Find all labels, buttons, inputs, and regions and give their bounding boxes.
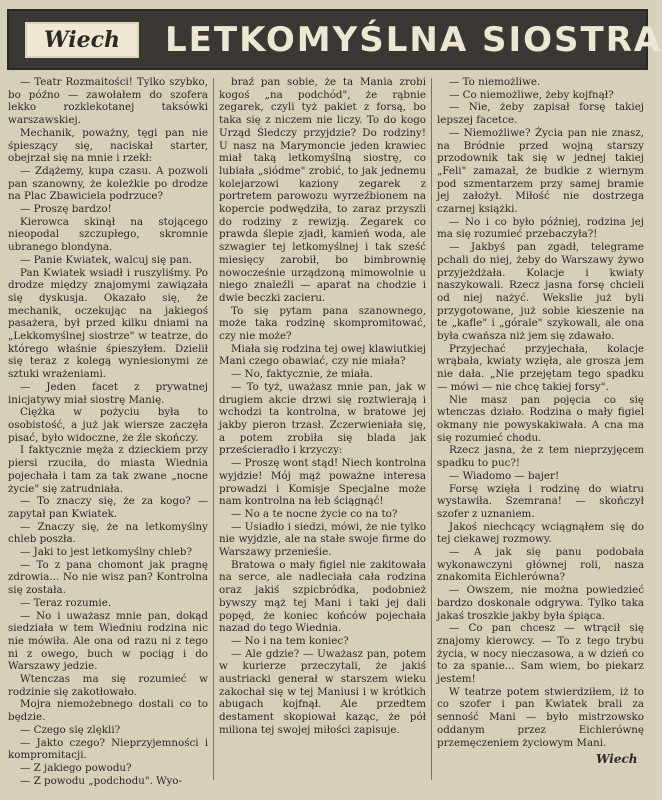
article-paragraph: — Czego się zlękli? [20, 723, 121, 736]
article-paragraph: — Co pan chcesz — wtrącił się znajomy kierowcy. — To z tego trybu życia, w nocy nieczasowa, a w dzień co to za spanie... Sam wiem, bo piekarz jestem! [437, 622, 644, 686]
article-paragraph: braź pan sobie, że ta Mania zrobi kogoś „na podchód", że rąbnie zegarek, czyli tyż pakiet z forsą, bo taka się z niczem nie liczy. To do kogo Urząd Śledczy przyjdzie? Do rodziny! U nasz na Marymoncie jeden krawiec miał taką letkomyślną siostrę, co lubiała „siódme" zrobić, to jak jednemu kolejarzowi kaziony zegarek z portretem parowozu wyrzeźbionem na kopercie podwędziła, to zaraz przyszli do rodziny z rewizją. Zegarek co prawda ślepie zjadł, kamień woda, ale szwagier tej letkomyślnej i tak sześć miesięcy zarobił, bo bimbrownię nowocześnie urządzoną mimowolnie u niego znaleźli — aparat na chodzie i dwie beczki zacieru. [219, 76, 426, 304]
article-paragraph: — Jakbyś pan zgadł, telegrame pchali do niej, żeby do Warszawy żywo przyjeżdżała. Kolacje i kwiaty naszykowali. Rzecz jasna forsę chcieli od niej nażyć. Wekslie już byli przygotowane, już sobie kieszenie na te „kafle" i „górale" szykowali, ale ona była cwańsza niż jem się zdawało. [437, 241, 644, 343]
column-divider [431, 78, 432, 780]
article-paragraph: — Z jakiego powodu? [20, 761, 132, 774]
author-signature: Wiech [596, 752, 638, 766]
article-paragraph: — To z pana chomont jak pragnę zdrowia... No nie wisz pan? Kontrolna się została. [8, 558, 208, 597]
column-name: Wiech [43, 27, 121, 53]
article-paragraph: — Jakto czego? Nieprzyjemności i kompromitacji. [8, 736, 208, 762]
article-paragraph: — Nie, żeby zapisał forsę takiej lepszej facetce. [437, 101, 644, 127]
article-paragraph: Wtenczas ma się rozumieć w rodzinie się zakotłowało. [8, 673, 208, 698]
article-paragraph: — Owszem, nie można powiedzieć bardzo doskonale odgrywa. Tylko taka jakaś troszkie jakby była śpiąca. [437, 584, 644, 622]
article-paragraph: I faktycznie męża z dzieckiem przy piersi rzuciła, do miasta Wiednia pojechała i tam za tak zwane „nocne życie" się zatrudniała. [8, 444, 208, 495]
article-paragraph: Bratowa o mały figiel nie zakitowała na serce, ale nadleciała cała rodzina oraz jakiś szpicbródka, podobnież bywszy mąż tej Mani i taki jej dali popęd, że koniec końców pojechała nazad do tego Wiednia. [219, 558, 426, 635]
article-paragraph: — No i co było później, rodzina jej ma się rozumieć przebaczyła?! [437, 215, 644, 241]
article-paragraph: Ciężka w pożyciu była to osobistość, a już jak wiersze zaczęła pisać, było widoczne, że źle skończy. [8, 406, 208, 444]
article-paragraph: — Teraz rozumie. [20, 596, 112, 609]
article-paragraph: Miała się rodzina tej owej klawiutkiej Mani czego obawiać, czy nie miała? [219, 342, 426, 368]
article-paragraph: — Proszę bardzo! [20, 203, 112, 216]
article-paragraph: — A jak się panu podobała wykonawczyni głównej roli, nasza znakomita Eichlerówna? [437, 546, 644, 584]
article-paragraph: Przyjechać przyjechała, kolacje wrąbała, kwiaty wzięła, ale grosza jem nie dała. „Nie przejętam tego spadku — mówi — nie chcę takiej forsy". [437, 342, 644, 393]
article-paragraph: — Teatr Rozmaitości! Tylko szybko, bo późno — zawołałem do szofera lekko rozklekotanej taksówki warszawskiej. [8, 76, 208, 127]
article-paragraph: Mojra niemożebnego dostali co to będzie. [8, 698, 208, 724]
article-paragraph: — Proszę wont stąd! Niech kontrolna wyjdzie! Mój mąż poważne interesa prowadzi i Komisje Specjalne może nam kontrolna na łeb ściągnąć! [219, 457, 426, 508]
column-logo [25, 22, 139, 58]
article-paragraph: To się pytam pana szanownego, może taka rodzinę skompromitować, czy nie może? [219, 304, 426, 343]
article-paragraph: Jakoś niechcący wciągnąłem się do tej ciekawej rozmowy. [437, 520, 644, 546]
article-paragraph: — To tyż, uważasz mnie pan, jak w drugiem akcie drzwi się roztwierają i wchodzi ta kontrolna, w bratowe jej jakby pieron trzasł. Zczerwieniała się, a potem zrobiła się blada jak prześcieradło i krzyczy: [219, 380, 426, 457]
article-column-1 [8, 76, 208, 787]
article-paragraph: — Z powodu „podchodu". Wyo- [20, 774, 182, 787]
column-divider [213, 78, 214, 780]
article-paragraph: — No i na tem koniec? [231, 634, 349, 647]
article-paragraph: Nie masz pan pojęcia co się wtenczas działo. Rodzina o mały figiel okmany nie powyskakiwała. A cna ma się rozumieć chodu. [437, 393, 644, 444]
article-paragraph: — Panie Kwiatek, walcuj się pan. [20, 253, 193, 266]
article-title: LETKOMYŚLNA SIOSTRA [165, 20, 662, 60]
article-paragraph: — Usiadło i siedzi, mówi, że nie tylko nie wyjdzie, ale na stałe swoje firme do Warszawy przenieśie. [219, 520, 426, 559]
article-column-2 [219, 76, 426, 776]
article-column-3 [437, 76, 644, 776]
article-paragraph: Mechanik, poważny, tęgi pan nie śpieszący się, naciskał starter, obejrzał się na mnie i rzekł: [8, 126, 208, 165]
article-paragraph: Rzecz jasna, że z tem nieprzyjęcem spadku to puc?! [437, 444, 644, 470]
article-paragraph: — Wiadomo — bajer! [449, 469, 560, 482]
masthead [7, 9, 662, 70]
article-paragraph: Kierowca skinął na stojącego nieopodal szczupłego, skromnie ubranego blondyna. [8, 215, 208, 254]
article-paragraph: W teatrze potem stwierdziłem, iż to co szofer i pan Kwiatek brali za senność Mani — było mistrzowsko oddanym przez Eichlerównę przemęczeniem życiowym Mani. [437, 685, 644, 749]
article-paragraph: — To niemożliwe. [449, 76, 541, 88]
article-paragraph: — Ale gdzie? — Uważasz pan, potem w kurierze przeczytali, że jakiś austriacki generał w starszem wieku zakochał się w tej Maniusi i w krótkich abugach kojfnął. Ale przedtem destament skopiował kaząc, że pół miliona tej swojej miłości zapisuje. [219, 647, 426, 736]
article-paragraph: — Zdążemy, kupa czasu. A pozwoli pan szanowny, że koleżkie po drodze na Plac Zbawiciela podrzuce? [8, 164, 208, 203]
article-paragraph: — No i uważasz mnie pan, dokąd siedziała w tem Wiedniu rodzina nic nie mówiła. Ale ona od razu ni z tego ni z owego, buch w pociąg i do Warszawy jedzie. [8, 609, 208, 673]
article-paragraph: — Znaczy się, że na letkomyślny chleb poszła. [8, 520, 208, 546]
article-paragraph: — To znaczy się, że za kogo? — zapytał pan Kwiatek. [8, 495, 208, 520]
article-paragraph: Pan Kwiatek wsiadł i ruszyliśmy. Po drodze między znajomymi zawiązała się dyskusja. Okazało się, że mechanik, oczekując na jakiegoś pasażera, był przed kilku dniami na „Lekkomyślnej siostrze" w teatrze, do którego właśnie śpieszyłem. Dzielił się teraz z kolegą wyniesionymi ze sztuki wrażeniami. [8, 266, 208, 381]
article-paragraph: — Co niemożliwe, żeby kojfnął? [449, 88, 614, 101]
article-paragraph: — No, faktycznie, że miała. [231, 368, 373, 381]
article-paragraph: — No a te nocne życie co na to? [231, 507, 398, 520]
article-paragraph: — Jaki to jest letkomyślny chleb? [20, 546, 192, 559]
article-paragraph: — Jeden facet z prywatnej inicjatywy miał siostrę Manię. [8, 380, 208, 406]
article-paragraph: — Niemożliwe? Życia pan nie znasz, na Bródnie przed wojną starszy przodownik tak się w jednej takiej „Feli" zamazał, że budkie z wiernym pod szmentarzem przy samej bramie jej założył. Miłość nie dostrzega czarnej książki. [437, 126, 644, 216]
article-paragraph: Forsę wzięła i rodzinę do wiatru wystawiła. Szemrana! — skończył szofer z uznaniem. [437, 482, 644, 520]
